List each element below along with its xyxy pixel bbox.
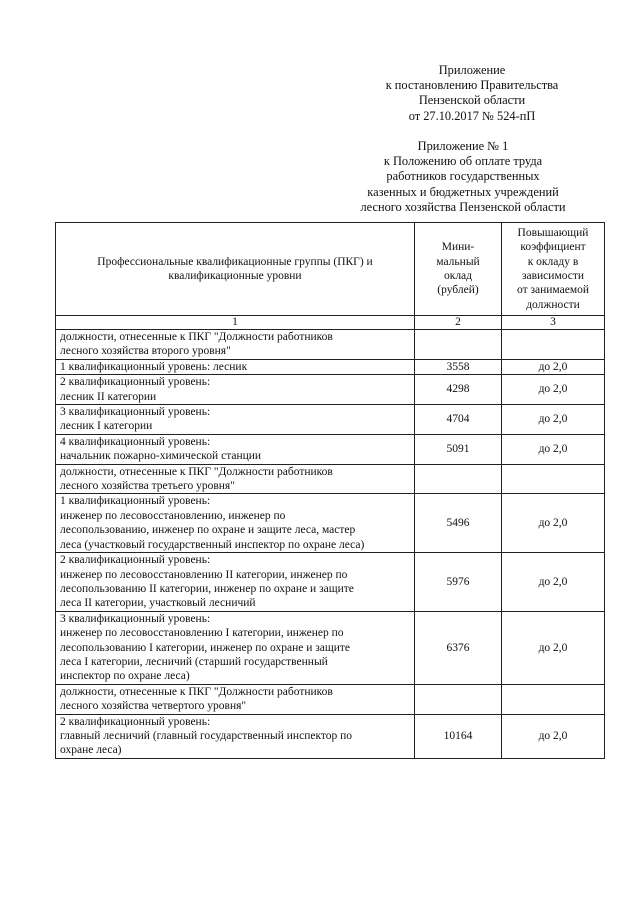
header-line: лесного хозяйства Пензенской области xyxy=(360,199,566,214)
position-cell xyxy=(56,359,415,374)
position-line: инженер по лесовосстановлению II категории, инженер по xyxy=(60,568,348,581)
position-line: должности, отнесенные к ПКГ "Должности работников xyxy=(60,685,333,698)
position-line: 3 квалификационный уровень: xyxy=(60,612,211,625)
coefficient-cell: до 2,0 xyxy=(502,405,605,435)
position-line: лесопользованию II категории, инженер по охране и защите xyxy=(60,582,354,595)
header-line: Приложение № 1 xyxy=(417,139,509,153)
salary-cell: 4298 xyxy=(415,375,502,405)
header-line: должности xyxy=(526,298,580,311)
table-row xyxy=(56,684,605,714)
column-number-row xyxy=(56,316,605,330)
position-line: лесник II категории xyxy=(60,390,157,403)
position-cell xyxy=(56,464,415,494)
position-line: 2 квалификационный уровень: xyxy=(60,376,211,389)
position-line: должности, отнесенные к ПКГ "Должности работников xyxy=(60,331,333,343)
salary-cell: 5976 xyxy=(415,553,502,612)
header-line: к постановлению Правительства xyxy=(385,78,559,93)
column-number: 3 xyxy=(502,316,605,330)
position-line: инженер по лесовосстановлению, инженер по xyxy=(60,509,286,522)
salary-cell: 3558 xyxy=(415,359,502,374)
salary-cell xyxy=(415,464,502,494)
position-line: должности, отнесенные к ПКГ "Должности работников xyxy=(60,465,333,478)
header-line: Приложение xyxy=(438,63,506,77)
position-line: лесопользованию, инженер по охране и защите леса, мастер xyxy=(60,524,356,537)
header-line: Пензенской области xyxy=(418,93,526,108)
salary-cell: 5496 xyxy=(415,494,502,553)
position-cell xyxy=(56,611,415,684)
header-line: мальный xyxy=(436,255,480,268)
position-cell xyxy=(56,714,415,758)
header-line: к окладу в xyxy=(527,255,579,268)
header-line: Повышающий xyxy=(517,226,589,239)
position-line: 2 квалификационный уровень: xyxy=(60,715,211,728)
appendix1-header xyxy=(348,139,578,215)
position-cell xyxy=(56,553,415,612)
position-line: охране леса) xyxy=(60,744,122,757)
table-header-row xyxy=(56,223,605,316)
coefficient-cell: до 2,0 xyxy=(502,434,605,464)
header-line: к Положению об оплате труда xyxy=(383,154,543,169)
position-cell xyxy=(56,375,415,405)
table-row xyxy=(56,553,605,612)
table-row xyxy=(56,330,605,360)
header-line: коэффициент xyxy=(520,241,586,254)
salary-cell: 6376 xyxy=(415,611,502,684)
table-row xyxy=(56,494,605,553)
position-cell xyxy=(56,405,415,435)
position-line: леса I категории, лесничий (старший государственный xyxy=(60,655,328,668)
salary-cell: 10164 xyxy=(415,714,502,758)
header-line: (рублей) xyxy=(437,284,479,297)
position-cell xyxy=(56,330,415,360)
coefficient-cell: до 2,0 xyxy=(502,553,605,612)
header-line: зависимости xyxy=(521,270,585,282)
table-row xyxy=(56,359,605,374)
coefficient-cell: до 2,0 xyxy=(502,494,605,553)
coefficient-cell: до 2,0 xyxy=(502,375,605,405)
position-line: 2 квалификационный уровень: xyxy=(60,554,211,567)
column-number: 2 xyxy=(415,316,502,330)
salary-cell: 4704 xyxy=(415,405,502,435)
salary-cell xyxy=(415,330,502,360)
position-line: начальник пожарно-химической станции xyxy=(60,450,262,463)
header-line: от занимаемой xyxy=(516,284,590,297)
position-line: леса II категории, участковый лесничий xyxy=(60,597,256,610)
appendix-header xyxy=(372,63,572,124)
position-line: лесного хозяйства второго уровня" xyxy=(60,345,231,358)
table-row xyxy=(56,464,605,494)
coefficient-cell xyxy=(502,330,605,360)
column-header-coefficient xyxy=(502,223,605,316)
table-row xyxy=(56,375,605,405)
position-line: лесопользованию I категории, инженер по охране и защите xyxy=(60,641,351,654)
table-row xyxy=(56,434,605,464)
position-line: инженер по лесовосстановлению I категории, инженер по xyxy=(60,627,344,640)
column-header-salary xyxy=(415,223,502,316)
position-line: главный лесничий (главный государственный инспектор по xyxy=(60,729,353,742)
coefficient-cell xyxy=(502,684,605,714)
table-row xyxy=(56,611,605,684)
position-line: леса (участковый государственный инспектор по охране леса) xyxy=(60,538,365,551)
position-cell xyxy=(56,684,415,714)
position-line: 3 квалификационный уровень: xyxy=(60,406,211,419)
position-line: лесного хозяйства третьего уровня" xyxy=(60,480,235,493)
header-line: от 27.10.2017 № 524-пП xyxy=(408,108,536,123)
coefficient-cell: до 2,0 xyxy=(502,611,605,684)
position-line: 1 квалификационный уровень: лесник xyxy=(60,360,248,373)
column-number: 1 xyxy=(56,316,415,330)
position-line: лесного хозяйства четвертого уровня" xyxy=(60,700,247,713)
column-header-pkg: Профессиональные квалификационные группы (ПКГ) и квалификационные уровни xyxy=(56,223,415,316)
coefficient-cell: до 2,0 xyxy=(502,714,605,758)
coefficient-cell: до 2,0 xyxy=(502,359,605,374)
coefficient-cell xyxy=(502,464,605,494)
header-line: работников государственных xyxy=(386,169,540,184)
salary-cell xyxy=(415,684,502,714)
header-line: Мини- xyxy=(441,241,475,254)
position-cell xyxy=(56,494,415,553)
header-line: казенных и бюджетных учреждений xyxy=(367,184,559,199)
position-line: 4 квалификационный уровень: xyxy=(60,435,211,448)
salary-cell: 5091 xyxy=(415,434,502,464)
table-row xyxy=(56,714,605,758)
position-line: лесник I категории xyxy=(60,420,153,433)
position-line: инспектор по охране леса) xyxy=(60,670,190,683)
position-line: 1 квалификационный уровень: xyxy=(60,495,211,508)
header-line: оклад xyxy=(443,270,473,282)
position-cell xyxy=(56,434,415,464)
salary-table xyxy=(55,222,605,759)
table-row xyxy=(56,405,605,435)
